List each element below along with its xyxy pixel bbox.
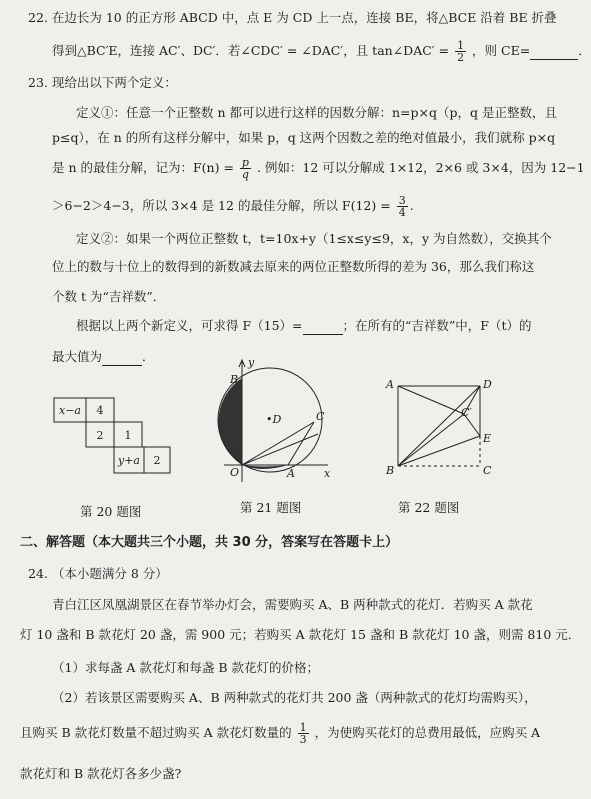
q23-intro: 现给出以下两个定义： — [51, 75, 177, 90]
q23-ask-a: 根据以上两个新定义，可求得 F（15）= — [76, 318, 303, 333]
q22-text-line2-b: ，则 CE= — [472, 43, 531, 58]
fig21-label-D: •D — [266, 413, 282, 426]
fig22-label-C-prime: C′ — [461, 406, 472, 419]
q23-ask-c: 最大值为 — [52, 349, 103, 364]
fig20-label-1: 1 — [124, 429, 132, 442]
fig21-label-y: y — [248, 356, 255, 369]
fig22-label-C: C — [483, 464, 492, 477]
q22-fraction: $\frac{1}{2}$ — [457, 39, 465, 64]
fig22-label-A: A — [386, 378, 394, 391]
fig22-line-ac-prime — [398, 386, 464, 414]
q23-ask-line — [76, 318, 532, 335]
fig20-label-4: 4 — [96, 404, 104, 417]
q23-def2-line1: 定义②：如果一个两位正整数 t，t=10x+y（1≤x≤y≤9，x，y 为自然数），交换其个 — [76, 231, 552, 246]
q24-header — [28, 566, 168, 582]
q23-intro-line — [28, 75, 177, 91]
fig22-line-bc-prime — [398, 414, 464, 466]
q23-def1-line3 — [52, 157, 585, 180]
q23-def1-line4-a: ＞6−2＞4−3，所以 3×4 是 12 的最佳分解，所以 F(12) = — [52, 198, 391, 213]
fig22-line-be — [398, 436, 480, 466]
fig21-label-O: O — [230, 466, 240, 479]
fig22-label-B: B — [386, 464, 395, 477]
fig21-label-B: B — [230, 373, 239, 386]
q24-number: 24. — [28, 566, 48, 581]
q22-end-punct: ． — [578, 43, 591, 58]
section2-heading: 二、解答题（本大题共三个小题，共 30 分，答案写在答题卡上） — [20, 535, 399, 550]
fig21-shaded-left — [218, 378, 242, 465]
fig21-label-A: A — [287, 467, 295, 480]
q23-def1-line3-a: 是 n 的最佳分解，记为：F(n) = — [52, 160, 234, 175]
q24-sub2-fraction: $\frac{1}{3}$ — [299, 721, 307, 746]
q23-def2-line3: 个数 t 为“吉祥数”． — [52, 289, 166, 304]
fig22-line-bd — [398, 386, 480, 466]
q23-def1-line4 — [52, 195, 414, 218]
q23-number: 23. — [28, 75, 48, 90]
q24-score: （本小题满分 8 分） — [51, 566, 168, 581]
fig20-grid — [52, 394, 182, 488]
fig22-caption: 第 22 题图 — [398, 500, 460, 515]
q22-line1 — [28, 10, 557, 26]
q22-text-line2-a: 得到△BC′E，连接 AC′、DC′．若∠CDC′ = ∠DAC′，且 tan∠DAC′ = — [52, 43, 450, 58]
fig21-chord-o-right — [242, 434, 318, 465]
fig22-label-E: E — [483, 432, 492, 445]
q24-sub1: （1）求每盏 A 款花灯和每盏 B 款花灯的价格； — [52, 660, 320, 675]
q23-blank-2 — [102, 349, 142, 366]
fig22-square-diagram — [382, 376, 507, 481]
fig21-caption: 第 21 题图 — [240, 500, 302, 515]
fig21-label-x: x — [324, 467, 331, 480]
q23-ask-b: ；在所有的“吉祥数”中，F（t）的 — [342, 318, 532, 333]
fig20-label-2b: 2 — [153, 454, 161, 467]
q23-def2-line2: 位上的数与十位上的数得到的新数减去原来的两位正整数所得的差为 36，那么我们称这 — [52, 259, 535, 274]
q24-sub2-line1: （2）若该景区需要购买 A、B 两种款式的花灯共 200 盏（两种款式的花灯均需购买）， — [52, 690, 537, 705]
q23-def1-line3-b: . 例如：12 可以分解成 1×12，2×6 或 3×4，因为 12−1 — [256, 160, 585, 175]
fig20-label-y-plus-a: y+a — [118, 454, 140, 467]
q22-line2 — [52, 40, 591, 63]
q23-def1-fraction: $\frac{p}{q}$ — [241, 156, 249, 181]
q22-answer-blank — [530, 43, 578, 60]
fig21-circle-diagram — [218, 356, 338, 486]
q23-ask-line2 — [52, 349, 155, 366]
q24-sub2-line2 — [20, 722, 540, 745]
q24-sub2-line3: 款花灯和 B 款花灯各多少盏? — [20, 766, 182, 781]
fig21-label-C: C — [316, 410, 325, 423]
q22-number: 22. — [28, 10, 48, 25]
q23-blank-1 — [303, 318, 343, 335]
fig20-label-x-minus-a: x−a — [59, 404, 81, 417]
q24-sub2-line2-b: ，为使购买花灯的总费用最低，应购买 A — [314, 725, 541, 740]
q23-def1-line4-end: . — [409, 198, 414, 213]
q22-text-line1: 在边长为 10 的正方形 ABCD 中，点 E 为 CD 上一点，连接 BE，将△BCE 沿着 BE 折叠 — [51, 10, 557, 25]
q23-ask-end: ． — [142, 349, 155, 364]
q24-para1-line1: 青白江区凤凰湖景区在春节举办灯会，需要购买 A、B 两种款式的花灯．若购买 A 款花 — [52, 597, 533, 612]
q23-f12-fraction: $\frac{3}{4}$ — [398, 194, 406, 219]
fig21-chord-oc — [242, 422, 314, 465]
q23-def1-line2: p≤q），在 n 的所有这样分解中，如果 p，q 这两个因数之差的绝对值最小，我们就称 p×q — [52, 130, 556, 145]
q23-def1-line1: 定义①：任意一个正整数 n 都可以进行这样的因数分解：n=p×q（p，q 是正整数，且 — [76, 105, 557, 120]
q24-para1-line2: 灯 10 盏和 B 款花灯 20 盏，需 900 元；若购买 A 款花灯 15 盏和 B 款花灯 10 盏，则需 810 元． — [20, 627, 581, 642]
q24-sub2-line2-a: 且购买 B 款花灯数量不超过购买 A 款花灯数量的 — [20, 725, 292, 740]
fig21-chord-ac — [288, 422, 314, 465]
fig20-label-2: 2 — [96, 429, 104, 442]
fig20-caption: 第 20 题图 — [80, 504, 142, 519]
fig22-label-D: D — [483, 378, 492, 391]
